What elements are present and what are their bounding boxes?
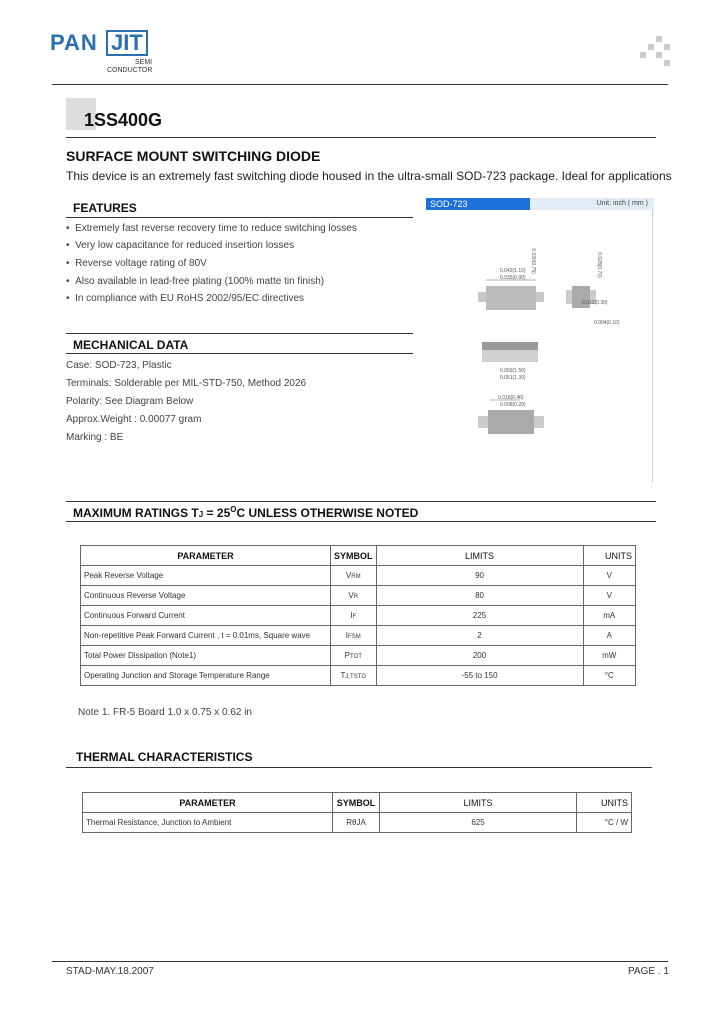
row-symbol: IFSM (331, 626, 377, 646)
package-frame (652, 210, 653, 482)
col-units: UNITS (577, 793, 632, 813)
row-parameter: Continuous Forward Current (81, 606, 331, 626)
table-row (81, 566, 636, 586)
dimension-label: 0.016(0.40) (498, 395, 524, 401)
col-parameter: PARAMETER (83, 793, 333, 813)
row-limit: 200 (376, 646, 583, 666)
col-symbol: SYMBOL (333, 793, 380, 813)
package-unit: Unit: inch ( mm ) (530, 198, 654, 210)
row-symbol: IF (331, 606, 377, 626)
table-row (81, 606, 636, 626)
row-limit: 625 (380, 813, 577, 833)
feature-item: • Also available in lead-free plating (100% matte tin finish) (66, 276, 325, 287)
row-unit: A (583, 626, 635, 646)
col-symbol: SYMBOL (331, 546, 377, 566)
mechanical-item: Marking : BE (66, 432, 124, 443)
mechanical-rule (66, 353, 413, 354)
row-unit: mW (583, 646, 635, 666)
corner-decoration (656, 36, 662, 42)
row-parameter: Operating Junction and Storage Temperature Range (81, 666, 331, 686)
row-symbol: PTOT (331, 646, 377, 666)
mechanical-item: Approx.Weight : 0.00077 gram (66, 414, 202, 425)
feature-item: • In compliance with EU RoHS 2002/95/EC directives (66, 293, 305, 304)
table-row (81, 646, 636, 666)
footer-date: STAD-MAY.18.2007 (66, 966, 154, 977)
row-unit: °C / W (577, 813, 632, 833)
logo-jit: JIT (106, 30, 148, 56)
features-heading: FEATURES (73, 201, 137, 215)
feature-item: • Extremely fast reverse recovery time to reduce switching losses (66, 223, 357, 234)
subtitle: SURFACE MOUNT SWITCHING DIODE (66, 148, 321, 164)
corner-decoration (664, 44, 670, 50)
row-parameter: Thermal Resistance, Junction to Ambient (83, 813, 333, 833)
ratings-top-rule (66, 501, 656, 502)
footer-rule (52, 961, 668, 962)
thermal-heading: THERMAL CHARACTERISTICS (76, 750, 253, 764)
row-limit: 225 (376, 606, 583, 626)
table-header-row (81, 546, 636, 566)
row-parameter: Non-repetitive Peak Forward Current , t = 0.01ms, Square wave (81, 626, 331, 646)
col-units: UNITS (583, 546, 635, 566)
corner-decoration (648, 44, 654, 50)
row-parameter: Total Power Dissipation (Note1) (81, 646, 331, 666)
feature-item: • Very low capacitance for reduced insertion losses (66, 240, 295, 251)
corner-decoration (656, 52, 662, 58)
row-symbol: TJ,TSTG (331, 666, 377, 686)
row-limit: 80 (376, 586, 583, 606)
dimension-label: 0.028(0.70) (595, 252, 602, 278)
header-rule (52, 84, 668, 85)
logo-semi: SEMI (135, 59, 153, 66)
dimension-label: 0.051(1.30) (500, 375, 526, 381)
row-unit: V (583, 586, 635, 606)
table-row (81, 666, 636, 686)
features-rule (66, 217, 413, 218)
dimension-label: 0.012(0.30) (582, 300, 608, 306)
row-parameter: Continuous Reverse Voltage (81, 586, 331, 606)
mechanical-top-rule (66, 333, 413, 334)
logo-pan: PAN (50, 30, 98, 55)
row-unit: °C (583, 666, 635, 686)
corner-decoration (664, 60, 670, 66)
logo-conductor: CONDUCTOR (107, 67, 153, 74)
corner-decoration (640, 52, 646, 58)
package-label: SOD-723 (426, 198, 530, 210)
ratings-table (80, 545, 636, 686)
table-header-row (83, 793, 632, 813)
note: Note 1. FR-5 Board 1.0 x 0.75 x 0.62 in (78, 707, 252, 718)
mechanical-heading: MECHANICAL DATA (73, 338, 189, 352)
row-symbol: VRM (331, 566, 377, 586)
mechanical-item: Terminals: Solderable per MIL-STD-750, Method 2026 (66, 378, 307, 389)
ratings-rule (66, 521, 656, 522)
mechanical-item: Polarity: See Diagram Below (66, 396, 194, 407)
table-row (81, 586, 636, 606)
dimension-label: 0.035(0.90) (500, 275, 526, 281)
col-limits: LIMITS (376, 546, 583, 566)
row-unit: V (583, 566, 635, 586)
table-row (83, 813, 632, 833)
package-drawing (460, 250, 650, 450)
row-limit: -55 to 150 (376, 666, 583, 686)
mechanical-item: Case: SOD-723, Plastic (66, 360, 172, 371)
thermal-rule (66, 767, 652, 768)
dimension-label: 0.043(1.10) (500, 268, 526, 274)
dimension-label: 0.059(1.50) (500, 368, 526, 374)
row-limit: 2 (376, 626, 583, 646)
row-unit: mA (583, 606, 635, 626)
page-title: 1SS400G (84, 110, 163, 130)
table-row (81, 626, 636, 646)
row-limit: 90 (376, 566, 583, 586)
col-limits: LIMITS (380, 793, 577, 813)
footer-page: PAGE . 1 (628, 966, 669, 977)
row-parameter: Peak Reverse Voltage (81, 566, 331, 586)
dimension-label: 0.030(0.75) (529, 248, 536, 274)
col-parameter: PARAMETER (81, 546, 331, 566)
row-symbol: VR (331, 586, 377, 606)
ratings-heading: MAXIMUM RATINGS TJ = $25^OC$ UNLESS OTHERWISE NOTED (73, 505, 419, 520)
feature-item: • Reverse voltage rating of 80V (66, 258, 207, 269)
dimension-label: 0.004(0.10) (594, 320, 620, 326)
thermal-table (82, 792, 632, 833)
description: This device is an extremely fast switching diode housed in the ultra-small SOD-723 package. Ideal for applications (66, 169, 672, 183)
dimension-label: 0.008(0.20) (500, 402, 526, 408)
title-rule (66, 137, 656, 138)
row-symbol: RθJA (333, 813, 380, 833)
